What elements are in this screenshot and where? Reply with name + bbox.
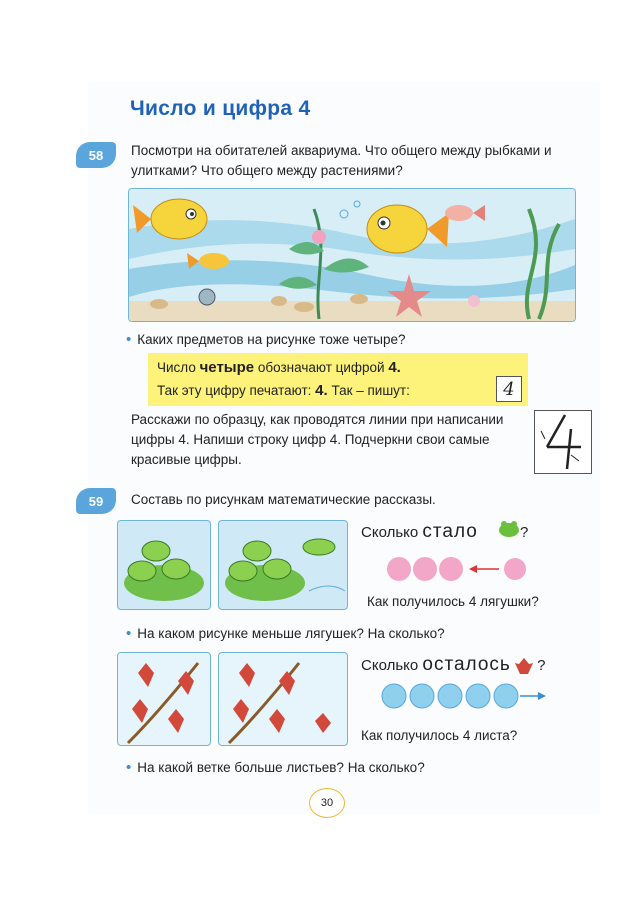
digit-writing-diagram	[534, 410, 592, 474]
exercise-58-badge: 58	[76, 142, 116, 168]
question-four-leaves: Как получилось 4 листа?	[361, 728, 518, 743]
frogs-picture-1	[117, 520, 211, 610]
handwritten-digit-box: 4	[496, 376, 522, 402]
question-fewer-frogs: • На каком рисунке меньше лягушек? На сколько?	[126, 625, 445, 642]
exercise-59-text: Составь по рисункам математические рассказы.	[131, 492, 436, 507]
exercise-58-text: Посмотри на обитателей аквариума. Что общего между рыбками и улитками? Что общего между растениями?	[131, 143, 552, 178]
frog-icon	[498, 520, 520, 538]
question-more-leaves: • На какой ветке больше листьев? На сколько?	[126, 759, 425, 776]
frogs-picture-2	[218, 520, 348, 610]
rule-line-1: Число четыре обозначают цифрой 4.	[157, 359, 401, 376]
page-title: Число и цифра 4	[130, 97, 311, 120]
blue-counters	[380, 681, 550, 716]
question-four-frogs: Как получилось 4 лягушки?	[367, 594, 539, 609]
pink-counters	[387, 555, 537, 588]
leaf-icon	[515, 658, 533, 674]
question-how-many-now: Сколько стало ?	[361, 521, 529, 542]
question-four-objects: • Каких предметов на рисунке тоже четыре?	[126, 331, 406, 348]
page-number: 30	[309, 788, 345, 818]
aquarium-illustration	[128, 188, 576, 322]
rule-line-2: Так эту цифру печатают: 4. Так – пишут:	[157, 382, 410, 399]
leaves-picture-1	[117, 652, 211, 746]
question-how-many-left: Сколько осталось ?	[361, 654, 546, 675]
exercise-59-badge: 59	[76, 488, 116, 514]
writing-task-text: Расскажи по образцу, как проводятся линии при написании цифры 4. Напиши строку цифр 4. Подчеркни свои самые красивые цифры.	[131, 412, 504, 467]
leaves-picture-2	[218, 652, 348, 746]
